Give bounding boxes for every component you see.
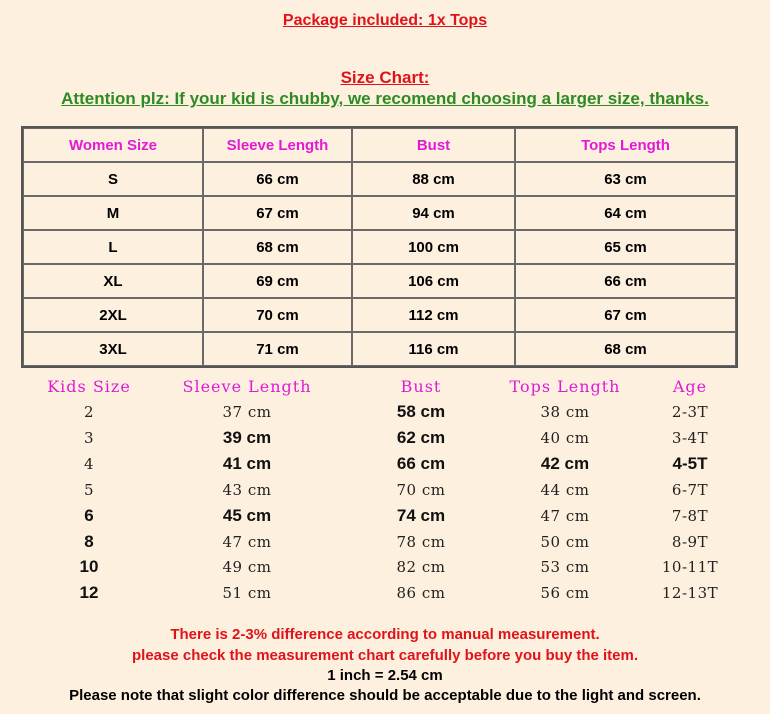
kids-bust-cell: 58 cm [396,402,446,421]
women-size-cell: 2XL [23,298,203,332]
women-table-row [23,298,736,332]
women-tops-length-cell: 67 cm [515,298,736,332]
kids-age-cell: 8-9T [671,533,709,551]
kids-bust-cell: 66 cm [396,454,446,473]
women-sleeve-cell: 69 cm [203,264,352,298]
women-tops-length-cell: 68 cm [515,332,736,366]
women-tops-length-cell: 65 cm [515,230,736,264]
kids-age-cell: 7-8T [671,507,709,525]
kids-tops-length-cell: 38 cm [540,403,590,421]
kids-tops-length-cell: 50 cm [540,533,590,551]
kids-tops-length-cell: 53 cm [540,558,590,576]
women-bust-cell: 88 cm [352,162,515,196]
kids-sleeve-cell: 41 cm [222,454,272,473]
inch-conversion: 1 inch = 2.54 cm [327,667,443,684]
kids-age-cell: 6-7T [671,481,709,499]
kids-bust-cell: 70 cm [396,481,446,499]
kids-size-cell: 12 [79,583,99,602]
measurement-difference-note: There is 2-3% difference according to manual measurement. [170,626,600,643]
women-header-tops-length: Tops Length [515,128,736,162]
women-header-sleeve: Sleeve Length [203,128,352,162]
women-size-cell: S [23,162,203,196]
kids-size-header: Kids Size [47,377,131,396]
women-size-table [21,126,738,368]
kids-bust-cell: 78 cm [396,533,446,551]
women-tops-length-cell: 66 cm [515,264,736,298]
kids-sleeve-cell: 37 cm [222,403,272,421]
kids-sleeve-cell: 45 cm [222,506,272,525]
women-size-cell: L [23,230,203,264]
attention-note: Attention plz: If your kid is chubby, we recomend choosing a larger size, thanks. [61,89,709,108]
women-bust-cell: 106 cm [352,264,515,298]
kids-bust-cell: 62 cm [396,428,446,447]
kids-age-cell: 2-3T [671,403,709,421]
kids-sleeve-cell: 47 cm [222,533,272,551]
kids-size-cell: 4 [83,455,95,473]
kids-size-cell: 2 [83,403,95,421]
kids-bust-cell: 86 cm [396,584,446,602]
kids-sleeve-cell: 39 cm [222,428,272,447]
women-header-bust: Bust [352,128,515,162]
women-table-row [23,332,736,366]
women-bust-cell: 100 cm [352,230,515,264]
women-tops-length-cell: 63 cm [515,162,736,196]
kids-bust-cell: 82 cm [396,558,446,576]
size-chart-title: Size Chart: [340,68,430,87]
women-size-cell: 3XL [23,332,203,366]
kids-bust-header: Bust [400,377,442,396]
color-difference-note: Please note that slight color difference should be acceptable due to the light and screen. [69,687,701,704]
kids-sleeve-cell: 43 cm [222,481,272,499]
women-table-row [23,264,736,298]
women-sleeve-cell: 70 cm [203,298,352,332]
women-table-header-row [23,128,736,162]
kids-age-cell: 3-4T [671,429,709,447]
kids-age-cell: 4-5T [672,454,708,473]
women-tops-length-cell: 64 cm [515,196,736,230]
women-table-row [23,196,736,230]
women-bust-cell: 112 cm [352,298,515,332]
women-sleeve-cell: 66 cm [203,162,352,196]
kids-age-cell: 10-11T [661,558,719,576]
kids-age-cell: 12-13T [661,584,719,602]
kids-sleeve-cell: 51 cm [222,584,272,602]
women-sleeve-cell: 68 cm [203,230,352,264]
kids-tops-length-cell: 44 cm [540,481,590,499]
kids-tops-length-cell: 47 cm [540,507,590,525]
kids-size-cell: 10 [79,557,99,576]
kids-size-cell: 3 [83,429,95,447]
kids-size-cell: 6 [84,506,94,525]
kids-tops-length-cell: 56 cm [540,584,590,602]
women-bust-cell: 94 cm [352,196,515,230]
women-bust-cell: 116 cm [352,332,515,366]
women-size-cell: XL [23,264,203,298]
women-table-row [23,230,736,264]
kids-tops-length-cell: 42 cm [540,454,590,473]
women-header-size: Women Size [23,128,203,162]
kids-tops-length-cell: 40 cm [540,429,590,447]
package-included-text: Package included: 1x Tops [282,12,488,29]
kids-size-cell: 8 [84,532,94,551]
kids-tops-length-header: Tops Length [509,377,621,396]
kids-age-header: Age [672,377,708,396]
women-size-cell: M [23,196,203,230]
kids-sleeve-header: Sleeve Length [182,377,312,396]
check-chart-note: please check the measurement chart carefully before you buy the item. [131,647,638,664]
women-table-row [23,162,736,196]
kids-sleeve-cell: 49 cm [222,558,272,576]
women-sleeve-cell: 67 cm [203,196,352,230]
kids-bust-cell: 74 cm [396,506,446,525]
women-sleeve-cell: 71 cm [203,332,352,366]
kids-size-cell: 5 [83,481,95,499]
